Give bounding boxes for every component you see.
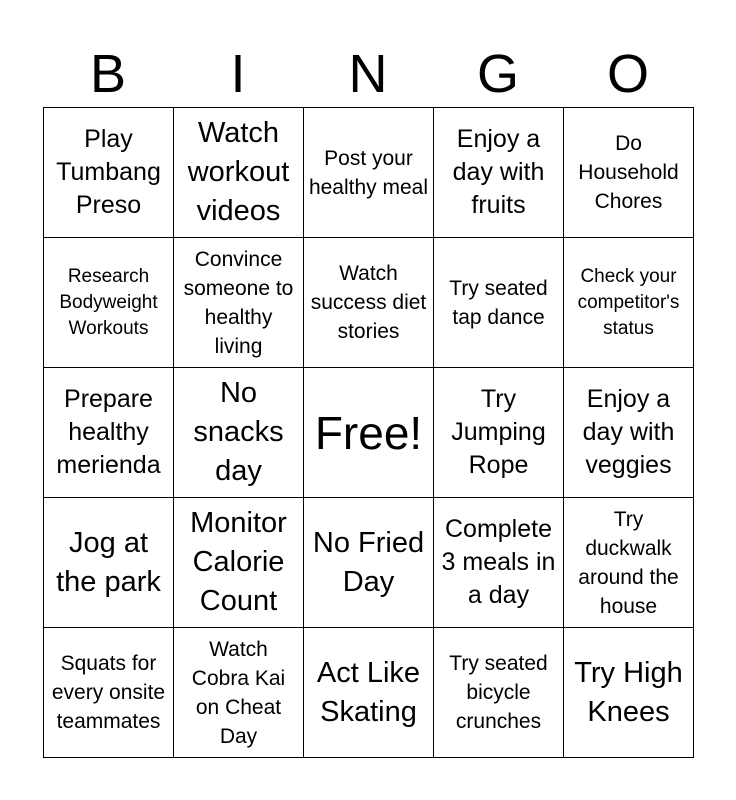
header-letter-b: B xyxy=(89,44,127,104)
bingo-cell-r4c4[interactable] xyxy=(433,497,563,627)
cell-text: Enjoy a day with fruits xyxy=(452,125,545,219)
bingo-cell-r4c5[interactable] xyxy=(563,497,693,627)
bingo-cell-r3c1[interactable] xyxy=(43,367,173,497)
cell-text: Act Like Skating xyxy=(316,656,421,728)
bingo-cell-r5c1[interactable] xyxy=(43,627,173,757)
cell-text: Check your competitor's status xyxy=(577,265,680,339)
bingo-cell-r2c4[interactable] xyxy=(433,237,563,367)
cell-text: Play Tumbang Preso xyxy=(56,125,161,219)
cell-text: Convince someone to healthy living xyxy=(183,247,294,358)
cell-text: Try Jumping Rope xyxy=(451,385,546,479)
header-letter-g: G xyxy=(476,44,519,104)
cell-text: Monitor Calorie Count xyxy=(190,507,287,617)
cell-text: Try seated tap dance xyxy=(449,276,548,329)
bingo-cell-r4c2[interactable] xyxy=(173,497,303,627)
bingo-cell-r3c4[interactable] xyxy=(433,367,563,497)
cell-text: Prepare healthy merienda xyxy=(56,385,161,479)
bingo-cell-r3c2[interactable] xyxy=(173,367,303,497)
bingo-cell-r5c4[interactable] xyxy=(433,627,563,757)
header-letter-i: I xyxy=(230,44,246,104)
bingo-cell-r1c2[interactable] xyxy=(173,107,303,237)
header-letter-n: N xyxy=(348,44,388,104)
cell-text: Try High Knees xyxy=(574,656,683,728)
bingo-cell-r1c4[interactable] xyxy=(433,107,563,237)
cell-text: Research Bodyweight Workouts xyxy=(59,265,158,339)
bingo-header xyxy=(43,40,693,108)
header-letter-o: O xyxy=(606,44,649,104)
bingo-cell-r5c5[interactable] xyxy=(563,627,693,757)
bingo-cell-r3c5[interactable] xyxy=(563,367,693,497)
cell-text: Post your healthy meal xyxy=(308,146,429,199)
bingo-cell-r5c3[interactable] xyxy=(303,627,433,757)
bingo-cell-r2c5[interactable] xyxy=(563,237,693,367)
bingo-cell-r2c3[interactable] xyxy=(303,237,433,367)
bingo-grid xyxy=(43,107,694,758)
bingo-cell-r1c1[interactable] xyxy=(43,107,173,237)
bingo-cell-r2c2[interactable] xyxy=(173,237,303,367)
bingo-cell-r5c2[interactable] xyxy=(173,627,303,757)
cell-text: Jog at the park xyxy=(56,526,161,598)
cell-text: Try seated bicycle crunches xyxy=(449,652,548,733)
cell-text: Squats for every onsite teammates xyxy=(51,652,166,733)
free-space-text: Free! xyxy=(314,406,423,459)
bingo-cell-r1c5[interactable] xyxy=(563,107,693,237)
bingo-cell-r1c3[interactable] xyxy=(303,107,433,237)
cell-text: Complete 3 meals in a day xyxy=(441,515,556,609)
cell-text: Watch success diet stories xyxy=(310,262,427,343)
cell-text: No Fried Day xyxy=(312,526,425,598)
cell-text: No snacks day xyxy=(193,377,284,487)
cell-text: Do Household Chores xyxy=(578,132,679,213)
bingo-cell-r2c1[interactable] xyxy=(43,237,173,367)
bingo-cell-r4c1[interactable] xyxy=(43,497,173,627)
bingo-cell-r4c3[interactable] xyxy=(303,497,433,627)
cell-text: Watch Cobra Kai on Cheat Day xyxy=(191,637,286,748)
cell-text: Try duckwalk around the house xyxy=(578,507,679,618)
cell-text: Watch workout videos xyxy=(187,117,290,227)
bingo-cell-free[interactable] xyxy=(303,367,433,497)
cell-text: Enjoy a day with veggies xyxy=(582,385,675,479)
